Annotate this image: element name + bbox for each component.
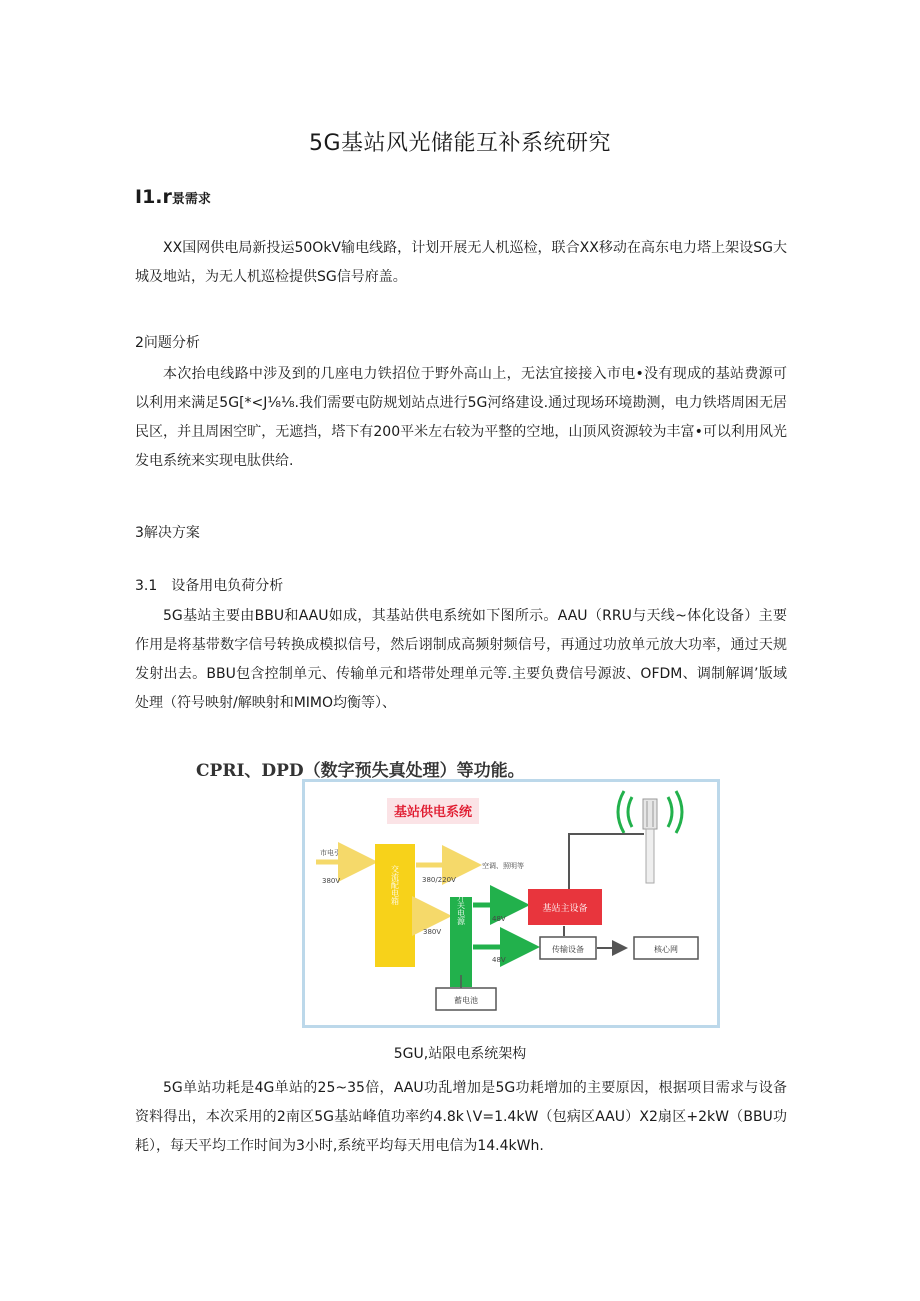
section-1-heading-number: I1.r (135, 186, 172, 208)
page-title: 5G基站风光储能互补系统研究 (308, 131, 612, 156)
figure-top-caption: CPRI、DPD（数字预失真处理）等功能。 (196, 761, 525, 781)
section-1-paragraph: XX国网供电局新投运50OkV输电线路，计划开展无人机巡检，联合XX移动在高东电力塔上架设SG大城及地站，为无人机巡检提供SG信号府盖。 (135, 240, 787, 285)
section-3-1-paragraph-2: 5G单站功耗是4G单站的25~35倍，AAU功乱增加是5G功耗增加的主要原因，根据项目需求与设备资料得出，本次采用的2南区5G基站峰值功率约4.8k∖V=1.4kW（包病区AAU）X2扇区+2kW（BBU功耗），每天平均工作时间为3小时,系统平均每天用电信为14.4kWh. (135, 1080, 787, 1154)
section-2-heading: 2问题分析 (135, 335, 200, 351)
voltage-48-a: 48V (492, 915, 506, 923)
voltage-380-left: 380V (322, 877, 341, 885)
battery-label: 蓄电池 (454, 996, 478, 1005)
ac-box-label: 交流配电箱 (390, 865, 400, 905)
core-network-label: 核心网 (654, 945, 678, 954)
section-3-heading: 3解决方案 (135, 525, 200, 541)
section-1-heading (135, 186, 211, 208)
figure-caption: 5GU,站限电系统架构 (393, 1046, 527, 1062)
transmission-label: 传输设备 (552, 945, 584, 954)
section-3-1-heading: 3.1 设备用电负荷分析 (135, 578, 284, 594)
voltage-48-b: 48V (492, 956, 506, 964)
section-1-heading-text: 景需求 (171, 192, 211, 207)
main-equipment-label: 基站主设备 (542, 904, 588, 914)
diagram-title: 基站供电系统 (393, 805, 473, 820)
voltage-380-mid: 380V (423, 928, 442, 936)
section-3-1-paragraph: 5G基站主要由BBU和AAU如成，其基站供电系统如下图所示。AAU（RRU与天线~体化设备）主要作用是将基带数字信号转换成模拟信号，然后诩制成高频射频信号，再通过功放单元放大功率，通过天规发射出去。BBU包含控制单元、传输单元和塔带处理单元等.主要负费信号源波、OFDM、调制解调’版域处理（符号映射/解映射和MIMO均衡等）、 (135, 608, 787, 711)
section-2-paragraph: 本次抬电线路中涉及到的几座电力铁招位于野外高山上，无法宜接接入市电•没有现成的基站费源可以利用来满足5G[*<J⅛⅛.我们需要屯防规划站点进行5G河络建设.通过现场环境勘测，电力铁塔周困无居民区，并且周困空旷，无遮挡，塔下有200平米左右较为平整的空地，山顶风资源较为丰富•可以利用风光发电系统来实现电肽供给. (135, 366, 787, 469)
voltage-380-220: 380/220V (422, 876, 456, 884)
switch-box-label: 开关电源 (456, 893, 466, 925)
mains-label: 市电引入 (320, 849, 348, 857)
ac-distribution-box (375, 844, 415, 967)
ac-load-label: 空调、照明等 (482, 862, 524, 870)
power-system-diagram (302, 779, 720, 1028)
